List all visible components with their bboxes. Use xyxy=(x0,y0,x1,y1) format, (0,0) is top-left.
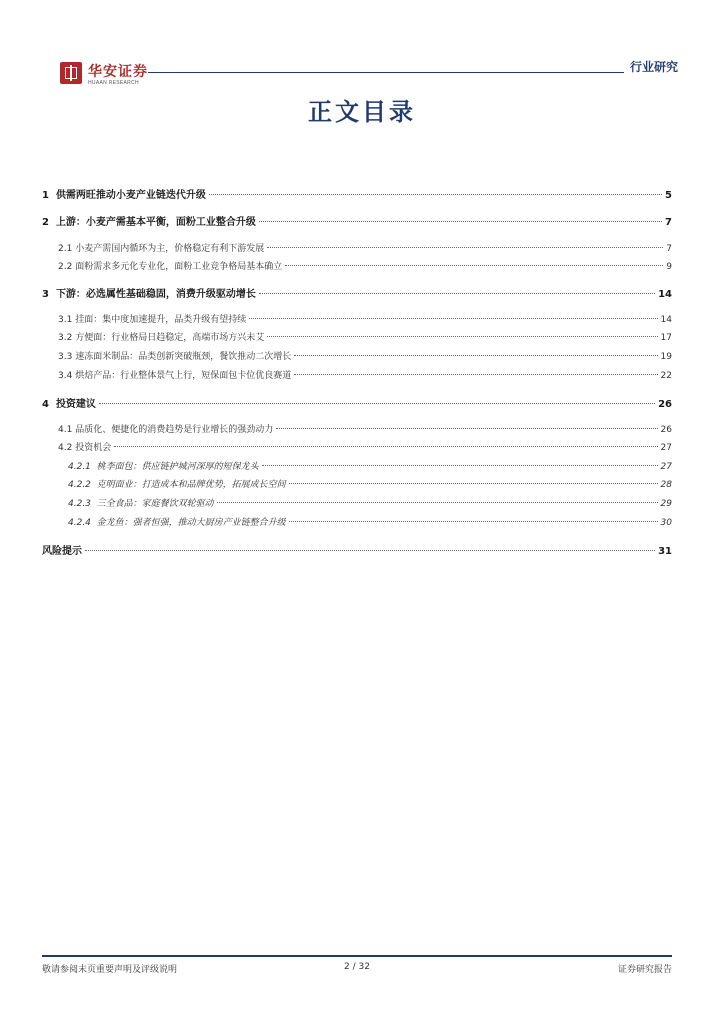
toc-leader-dots xyxy=(276,428,657,429)
header-divider xyxy=(148,72,678,73)
toc-leader-dots xyxy=(114,446,657,447)
toc-entry-label: 4.2.4 金龙鱼：强者恒强，推动大厨房产业链整合升级 xyxy=(68,518,286,528)
toc-page-number: 14 xyxy=(658,289,672,300)
toc-entry-label: 4.2.2 克明面业：打造成本和品牌优势，拓展成长空间 xyxy=(68,480,286,490)
page-header xyxy=(48,58,678,94)
toc-entry-label: 4.1 品质化、便捷化的消费趋势是行业增长的强劲动力 xyxy=(58,425,274,435)
toc-page-number: 27 xyxy=(660,462,672,472)
toc-entry[interactable] xyxy=(42,349,672,367)
toc-page-number: 9 xyxy=(666,262,672,272)
logo-name: 华安证券 xyxy=(88,64,148,80)
toc-entry-label: 4.2.1 桃李面包：供应链护城河深厚的短保龙头 xyxy=(68,462,259,472)
toc-entry-label: 4.2.3 三全食品：家庭餐饮双轮驱动 xyxy=(68,499,214,509)
toc-page-number: 30 xyxy=(660,518,672,528)
toc-leader-dots xyxy=(217,502,658,503)
toc-leader-dots xyxy=(267,336,657,337)
toc-entry[interactable] xyxy=(42,496,672,514)
toc-entry[interactable] xyxy=(42,368,672,386)
toc-entry-label: 2.1 小麦产需国内循环为主，价格稳定有利下游发展 xyxy=(58,244,265,254)
toc-leader-dots xyxy=(209,194,662,195)
toc-entry[interactable] xyxy=(42,285,672,303)
toc-leader-dots xyxy=(85,550,655,551)
toc-page-number: 26 xyxy=(660,425,672,435)
page-indicator: 2 / 32 xyxy=(344,962,370,972)
toc-entry-label: 2.2 面粉需求多元化专业化，面粉工业竞争格局基本确立 xyxy=(58,262,283,272)
report-category: 行业研究 xyxy=(624,58,678,75)
toc-entry-label: 3.2 方便面：行业格局日趋稳定，高端市场方兴未艾 xyxy=(58,333,265,343)
toc-entry-label: 3.1 挂面：集中度加速提升，品类升级有望持续 xyxy=(58,315,247,325)
huaan-logo-icon xyxy=(60,62,82,84)
toc-leader-dots xyxy=(259,293,655,294)
toc-leader-dots xyxy=(249,318,657,319)
toc-leader-dots xyxy=(259,221,662,222)
toc-entry-label: 风险提示 xyxy=(42,546,82,557)
toc-entry-label: 3.3 速冻面米制品：品类创新突破瓶颈，餐饮推动二次增长 xyxy=(58,352,292,362)
toc-page-number: 7 xyxy=(665,217,672,228)
toc-entry-label: 1 供需两旺推动小麦产业链迭代升级 xyxy=(42,190,206,201)
toc-page-number: 28 xyxy=(660,480,672,490)
toc-entry-label: 3 下游：必选属性基础稳固，消费升级驱动增长 xyxy=(42,289,256,300)
toc-entry[interactable] xyxy=(42,395,672,413)
toc-entry[interactable] xyxy=(42,213,672,231)
footer-disclaimer: 敬请参阅末页重要声明及评级说明 xyxy=(42,965,178,975)
toc-leader-dots xyxy=(99,403,655,404)
toc-entry[interactable] xyxy=(42,259,672,277)
toc-page-number: 26 xyxy=(658,399,672,410)
toc-entry-label: 2 上游：小麦产需基本平衡，面粉工业整合升级 xyxy=(42,217,256,228)
toc-entry[interactable] xyxy=(42,241,672,259)
toc-leader-dots xyxy=(267,247,663,248)
toc-page-number: 27 xyxy=(660,443,672,453)
toc-leader-dots xyxy=(294,374,657,375)
toc-entry-label: 4.2 投资机会 xyxy=(58,443,112,453)
toc-page-number: 17 xyxy=(660,333,672,343)
toc-entry[interactable] xyxy=(42,422,672,440)
toc-page-number: 19 xyxy=(660,352,672,362)
footer-divider xyxy=(42,955,672,957)
toc-leader-dots xyxy=(262,465,658,466)
toc-leader-dots xyxy=(289,521,658,522)
toc-entry-label: 4 投资建议 xyxy=(42,399,96,410)
toc-entry[interactable] xyxy=(42,542,672,560)
toc-page-number: 22 xyxy=(660,371,672,381)
toc-entry[interactable] xyxy=(42,459,672,477)
toc-entry[interactable] xyxy=(42,330,672,348)
toc-entry-label: 3.4 烘焙产品：行业整体景气上行，短保面包卡位优良赛道 xyxy=(58,371,292,381)
toc-entry[interactable] xyxy=(42,312,672,330)
toc-page-number: 5 xyxy=(665,190,672,201)
toc-entry[interactable] xyxy=(42,477,672,495)
toc-page-number: 29 xyxy=(660,499,672,509)
toc-leader-dots xyxy=(285,265,663,266)
toc-entry[interactable] xyxy=(42,440,672,458)
toc-leader-dots xyxy=(289,483,658,484)
toc-page-number: 14 xyxy=(660,315,672,325)
page-title: 正文目录 xyxy=(308,98,416,126)
toc-page-number: 31 xyxy=(658,546,672,557)
toc-page-number: 7 xyxy=(666,244,672,254)
logo-subtitle: HUAAN RESEARCH xyxy=(88,80,139,86)
toc-entry[interactable] xyxy=(42,515,672,533)
footer-doc-type: 证券研究报告 xyxy=(617,965,672,975)
toc-entry[interactable] xyxy=(42,186,672,204)
toc-leader-dots xyxy=(294,355,657,356)
